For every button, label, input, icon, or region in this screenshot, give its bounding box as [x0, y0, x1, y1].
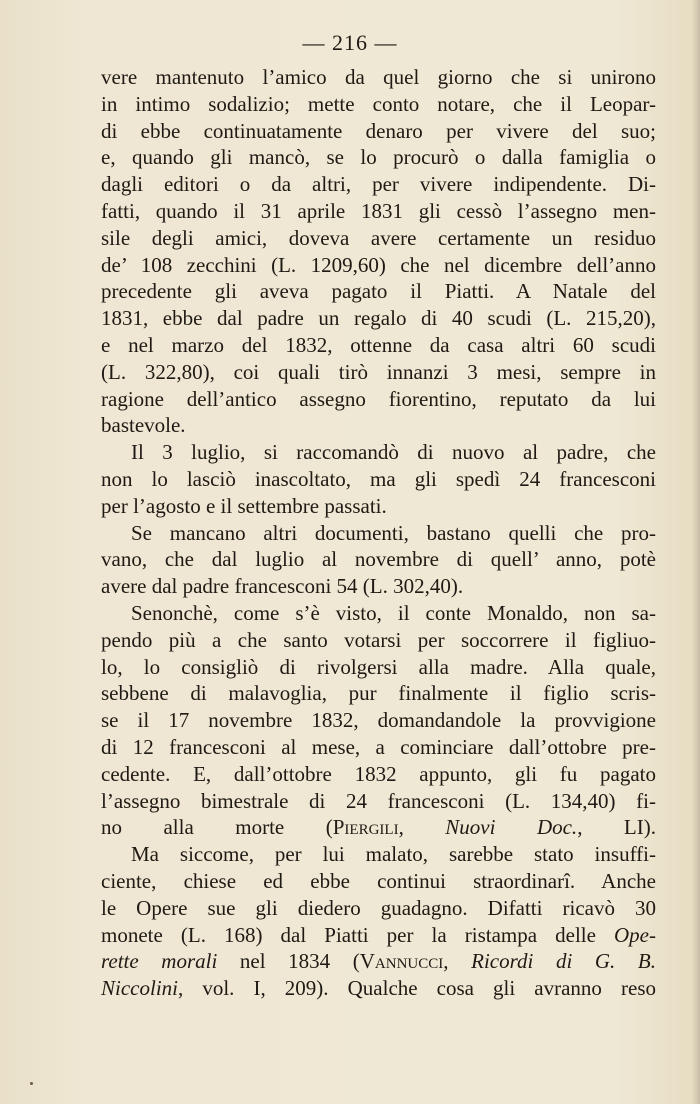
text-line: de’ 108 zecchini (L. 1209,60) che nel dicembre dell’anno — [101, 252, 656, 277]
text-line: 1831, ebbe dal padre un regalo di 40 scudi (L. 215,20), — [101, 306, 656, 331]
text-line-niccolini — [101, 975, 656, 1002]
text-line: pendo più a che santo votarsi per soccorrere il figliuo- — [101, 627, 656, 652]
paragraph-group-1 — [101, 64, 656, 814]
text-line: lo, lo consigliò di rivolgersi alla madre. Alla quale, — [101, 654, 656, 679]
text-line: di ebbe continuatamente denaro per vivere del suo; — [101, 118, 656, 143]
text-line: fatti, quando il 31 aprile 1831 gli cessò l’assegno men- — [101, 198, 656, 223]
paragraph-group-2 — [101, 841, 656, 921]
citation-title: Nuovi Doc. — [445, 815, 578, 840]
page-number: — 216 — — [302, 30, 398, 55]
operette-title: Ope- — [614, 922, 656, 947]
niccolini-suffix: , vol. I, 209). Qualche cosa gli avranno reso — [178, 976, 656, 1001]
text-line: non lo lasciò inascoltato, ma gli spedì 24 francesconi — [101, 466, 656, 491]
text-line: precedente gli aveva pagato il Piatti. A Natale del — [101, 279, 656, 304]
vannucci-middle: nel 1834 ( — [217, 949, 360, 974]
niccolini-name: Niccolini — [101, 976, 178, 1001]
vannucci-author: Vannucci — [359, 949, 444, 974]
text-line: avere dal padre francesconi 54 (L. 302,40). — [101, 574, 464, 599]
operette-prefix: monete (L. 168) dal Piatti per la ristampa delle — [101, 922, 615, 947]
text-line: per l’agosto e il settembre passati. — [101, 493, 387, 518]
text-line: ragione dell’antico assegno fiorentino, reputato da lui — [101, 386, 656, 411]
text-line: sile degli amici, doveva avere certamente un residuo — [101, 225, 656, 250]
text-line: l’assegno bimestrale di 24 francesconi (L. 134,40) fi- — [101, 788, 656, 813]
text-line: di 12 francesconi al mese, a cominciare dall’ottobre pre- — [101, 734, 656, 759]
paper-speck — [30, 1082, 33, 1085]
text-line: Senonchè, come s’è visto, il conte Monaldo, non sa- — [131, 600, 656, 625]
text-line: dagli editori o da altri, per vivere indipendente. Di- — [101, 172, 656, 197]
body-text — [101, 64, 656, 1002]
text-line: sebbene di malavoglia, pur finalmente il figlio scris- — [101, 681, 656, 706]
citation-prefix: no alla morte ( — [101, 815, 333, 840]
text-line: Se mancano altri documenti, bastano quelli che pro- — [131, 520, 656, 545]
text-line-operette — [101, 922, 656, 949]
text-line: le Opere sue gli diedero guadagno. Difatti ricavò 30 — [101, 895, 656, 920]
vannucci-title-cont: rette morali — [101, 949, 218, 974]
text-line-citation — [101, 814, 656, 841]
text-line-vannucci — [101, 948, 656, 975]
text-line: vere mantenuto l’amico da quel giorno che si unirono — [101, 65, 656, 89]
vannucci-separator: , — [443, 949, 472, 974]
text-line: vano, che dal luglio al novembre di quell’ anno, potè — [101, 547, 656, 572]
page-edge-shadow — [692, 0, 700, 1104]
citation-suffix: , LI). — [577, 815, 656, 840]
citation-separator: , — [398, 815, 446, 840]
citation-author: Piergili — [332, 815, 399, 840]
text-line: Il 3 luglio, si raccomandò di nuovo al padre, che — [131, 440, 656, 465]
text-line: ciente, chiese ed ebbe continui straordinarî. Anche — [101, 868, 656, 893]
text-line: e nel marzo del 1832, ottenne da casa altri 60 scudi — [101, 332, 656, 357]
text-line: in intimo sodalizio; mette conto notare, che il Leopar- — [101, 91, 656, 116]
vannucci-work: Ricordi di G. B. — [471, 949, 656, 974]
text-line: se il 17 novembre 1832, domandandole la provvigione — [101, 708, 656, 733]
text-line: Ma siccome, per lui malato, sarebbe stato insuffi- — [131, 842, 656, 867]
text-line: e, quando gli mancò, se lo procurò o dalla famiglia o — [101, 145, 656, 170]
text-line: bastevole. — [101, 413, 186, 438]
text-line: cedente. E, dall’ottobre 1832 appunto, gli fu pagato — [101, 761, 656, 786]
text-line: (L. 322,80), coi quali tirò innanzi 3 mesi, sempre in — [101, 359, 656, 384]
